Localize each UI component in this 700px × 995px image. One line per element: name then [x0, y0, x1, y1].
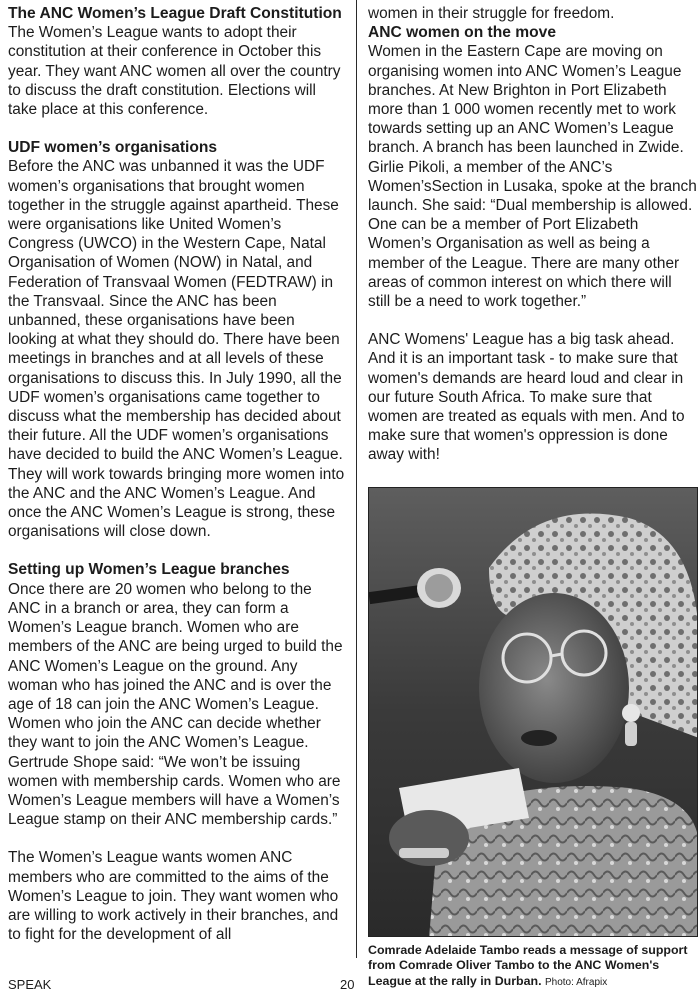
photo-adelaide-tambo	[368, 487, 698, 937]
page-number: 20	[340, 977, 355, 992]
section-body-league-members: The Women’s League wants women ANC members who are committed to the aims of the Women’s League to join. They want women who are willing to work actively in their branches, and to fight for the development of all	[8, 849, 339, 944]
section-heading-udf-organisations: UDF women’s organisations	[8, 139, 218, 157]
section-body-women-on-move: Women in the Eastern Cape are moving on organising women into ANC Women’s League branches. At New Brighton in Port Elizabeth more than 1 000 women recently met to work towards setting up an ANC Women’s League branch. A branch has been launched in Zwide. Girlie Pikoli, a member of the ANC’s Women’sSection in Lusaka, spoke at the branch launch. She said: “Dual membership is allowed. One can be a member of Port Elizabeth Women’s Organisation as well as being a member of the League. There are many other areas of common interest on which there will still be a need to work together.”	[368, 43, 697, 311]
photo-caption-text: Comrade Adelaide Tambo reads a message of support from Comrade Oliver Tambo to the ANC Women's League at the rally in Durban.	[368, 942, 688, 988]
section-body-udf-organisations: Before the ANC was unbanned it was the UDF women’s organisations that brought women together in the struggle against apartheid. These were organisations like United Women’s Congress (UWCO) in the Western Cape, Natal Organisation of Women (NOW) in Natal, and Federation of Transvaal Women (FEDTRAW) in the Transvaal. Since the ANC has been unbanned, these organisations have been looking at what they should do. There have been meetings in branches and at all levels of these organisations to discuss this. In July 1990, all the UDF women’s organisations came together to discuss what the membership has decided about their future. All the UDF women’s organisations have decided to build the ANC Women’s League. They will work towards bringing more women into the ANC and the ANC Women’s League. And once the ANC Women’s League is strong, these organisations will close down.	[8, 158, 345, 541]
publication-name: SPEAK	[8, 977, 52, 992]
left-column	[8, 4, 346, 944]
section-heading-league-branches: Setting up Women’s League branches	[8, 561, 290, 579]
section-body-draft-constitution: The Women’s League wants to adopt their constitution at their conference in October this year. They want ANC women all over the country to discuss the draft constitution. Elections will take place at this conference.	[8, 24, 341, 119]
continued-text: women in their struggle for freedom.	[368, 5, 615, 22]
section-heading-women-on-move: ANC women on the move	[368, 24, 557, 42]
photo-caption	[368, 943, 698, 991]
section-body-league-branches: Once there are 20 women who belong to the ANC in a branch or area, they can form a Women’s League branch. Women who are members of the ANC are being urged to build the ANC Women’s League on the ground. Any woman who has joined the ANC and is over the age of 18 can join the ANC Women’s League. Women who join the ANC can decide whether they want to join the ANC Women’s League. Gertrude Shope said: “We won’t be issuing women with membership cards. Women who are Women’s League members will have a Women’s League stamp on their ANC membership cards.”	[8, 580, 343, 829]
column-divider	[356, 0, 357, 958]
section-heading-draft-constitution: The ANC Women’s League Draft Constitution	[8, 5, 342, 22]
photo-illustration	[369, 488, 698, 937]
section-body-big-task: ANC Womens' League has a big task ahead. And it is an important task - to make sure that women's demands are heard loud and clear in our future South Africa. To make sure that women are treated as equals with men. And to make sure that women's oppression is done away with!	[368, 331, 685, 464]
photo-credit: Photo: Afrapix	[544, 976, 608, 988]
right-column	[368, 4, 698, 990]
